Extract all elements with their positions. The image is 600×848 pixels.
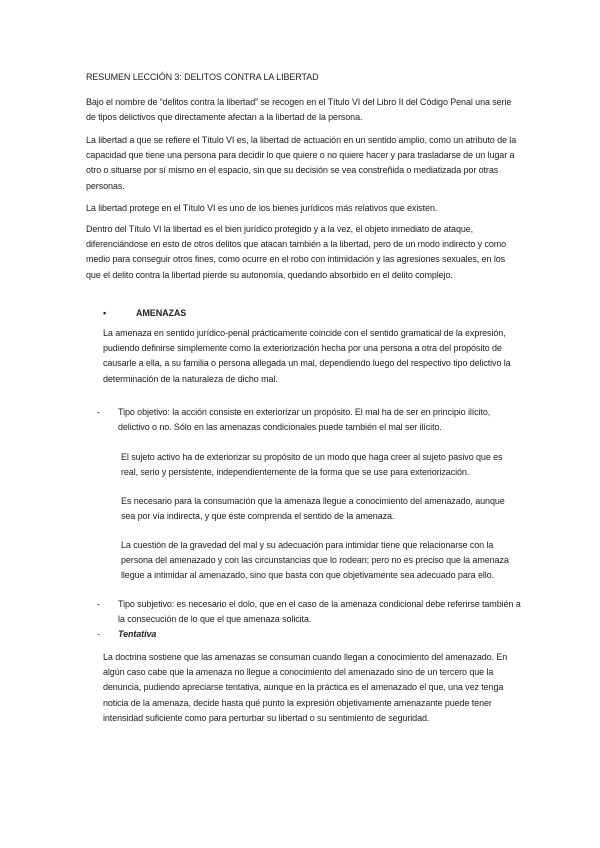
intro-paragraph-4: Dentro del Título VI la libertad es el bien jurídico protegido y a la vez, el objeto inmediato de ataque, diferenciándose en esto de otros delitos que atacan también a la libertad, pero de un modo indirecto y como medio para conseguir otros fines, como ocurre en el robo con intimidación y las agresiones sexuales, en los que el delito contra la libertad pierde su autonomía, quedando absorbido en el delito complejo. [86, 224, 507, 280]
dash-marker: - [97, 599, 100, 609]
intro-paragraph-2: La libertad a que se refiere el Título VI es, la libertad de actuación en un sentido amplio, como un atributo de la capacidad que tiene una persona para decidir lo que quiere o no quiere hacer y para trasladarse de un lugar a otro o situarse por sí mismo en el espacio, sin que su decisión se vea constreñida o mediatizada por otras personas. [86, 135, 517, 191]
sub-point-1: El sujeto activo ha de exteriorizar su propósito de un modo que haga creer al sujeto pasivo que es real, serio y persistente, independientemente de la forma que se use para exteriorización. [121, 452, 503, 478]
tentativa-heading: Tentativa [118, 629, 157, 639]
intro-paragraph-3: La libertad protege en el Título VI es uno de los bienes jurídicos más relativos que existen. [86, 203, 438, 213]
sub-point-2: Es necesario para la consumación que la amenaza llegue a conocimiento del amenazado, aunque sea por vía indirecta, y que éste comprenda el sentido de la amenaza. [121, 496, 505, 522]
dash-marker: - [97, 407, 100, 417]
bullet-icon: • [103, 308, 107, 318]
tipo-objetivo-text: Tipo objetivo: la acción consiste en exteriorizar un propósito. El mal ha de ser en principio ilícito, delictivo o no. Sólo en las amenazas condicionales puede también el mal ser ilícito. [118, 407, 491, 433]
section-heading-label: AMENAZAS [136, 308, 187, 318]
tentativa-paragraph: La doctrina sostiene que las amenazas se consuman cuando llegan a conocimiento del amenazado. En algún caso cabe que la amenaza no llegue a conocimiento del amenazado sino de un tercero que la denuncia, pudiendo apreciarse tentativa, aunque en la práctica es el amenazado el que, una vez tenga noticia de la amenaza, decide hasta qué punto la expresión objetivamente amenazante puede tener intensidad suficiente como para perturbar su libertad o su sentimiento de seguridad. [103, 652, 508, 723]
document-title: RESUMEN LECCIÓN 3: DELITOS CONTRA LA LIBERTAD [86, 72, 319, 82]
sub-point-3: La cuestión de la gravedad del mal y su adecuación para intimidar tiene que relacionarse con la persona del amenazado y con las circunstancias que lo rodean; pero no es preciso que la amenaza llegue a intimidar al amenazado, sino que basta con que objetivamente sea adecuado para ello. [121, 540, 509, 581]
amenaza-definition: La amenaza en sentido jurídico-penal prácticamente coincide con el sentido gramatical de la expresión, pudiendo definirse simplemente como la exteriorización hecha por una persona a otra del propósito de causarle a ella, a su familia o persona allegada un mal, dependiendo luego del respectivo tipo delictivo la determinación de la naturaleza de dicho mal. [103, 328, 511, 384]
dash-marker: - [97, 629, 100, 639]
tipo-subjetivo-text: Tipo subjetivo: es necesario el dolo, que en el caso de la amenaza condicional debe referirse también a la consecución de lo que el que amenaza solicita. [118, 599, 521, 625]
intro-paragraph-1: Bajo el nombre de “delitos contra la libertad” se recogen en el Título VI del Libro II del Código Penal una serie de tipos delictivos que directamente afectan a la libertad de la persona. [86, 97, 512, 123]
